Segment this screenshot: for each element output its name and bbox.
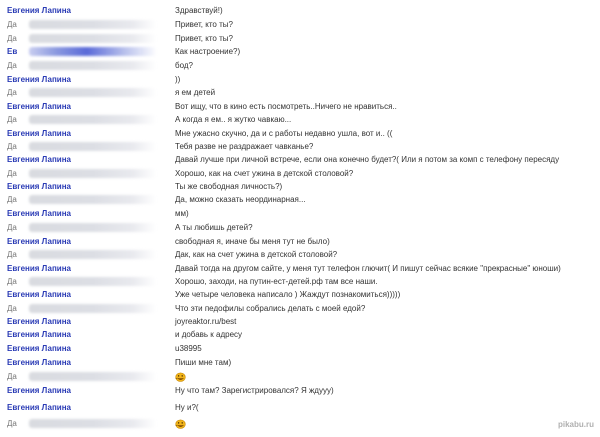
sender-name[interactable]: Да xyxy=(7,113,17,127)
redacted-name-blur xyxy=(29,277,157,286)
sender-name[interactable]: Да xyxy=(7,59,17,73)
sender-name[interactable]: Евгения Лапина xyxy=(7,155,71,164)
chat-message xyxy=(0,32,600,46)
redacted-name-blur xyxy=(29,304,157,313)
redacted-name-blur xyxy=(29,20,157,29)
redacted-name-blur xyxy=(29,372,157,381)
sender-name[interactable]: Да xyxy=(7,18,17,32)
chat-message xyxy=(0,356,600,370)
chat-message xyxy=(0,370,600,384)
redacted-name-blur xyxy=(29,169,157,178)
message-text xyxy=(175,370,186,384)
message-text: Мне ужасно скучно, да и с работы недавно ушла, вот и.. (( xyxy=(175,129,393,138)
message-text: Привет, кто ты? xyxy=(175,34,233,43)
message-text: и добавь к адресу xyxy=(175,330,243,339)
chat-message xyxy=(0,328,600,342)
chat-message xyxy=(0,207,600,221)
redacted-name-blur xyxy=(29,47,157,56)
sender-name[interactable]: Да xyxy=(7,140,17,154)
chat-message xyxy=(0,153,600,167)
redacted-name-blur xyxy=(29,142,157,151)
sender-name[interactable]: Евгения Лапина xyxy=(7,386,71,395)
chat-message xyxy=(0,221,600,235)
message-text: Хорошо, как на счет ужина в детской столовой? xyxy=(175,169,354,178)
chat-message xyxy=(0,288,600,302)
message-text: Уже четыре человека написало ) Жаждут познакомиться))))) xyxy=(175,290,401,299)
message-text: Ну и?( xyxy=(175,403,199,412)
chat-message xyxy=(0,140,600,154)
sender-name[interactable]: Да xyxy=(7,275,17,289)
chat-message xyxy=(0,113,600,127)
message-text: Давай лучше при личной встрече, если она конечно будет?( Или я потом за комп с телефону пересяду xyxy=(175,155,560,164)
sender-name[interactable]: Евгения Лапина xyxy=(7,182,71,191)
chat-message xyxy=(0,193,600,207)
sender-name[interactable]: Евгения Лапина xyxy=(7,209,71,218)
redacted-name-blur xyxy=(29,419,157,428)
message-text: А ты любишь детей? xyxy=(175,223,253,232)
chat-message xyxy=(0,18,600,32)
sender-name[interactable]: Евгения Лапина xyxy=(7,129,71,138)
chat-message xyxy=(0,45,600,59)
sender-name[interactable]: Евгения Лапина xyxy=(7,6,71,15)
chat-message xyxy=(0,248,600,262)
chat-message xyxy=(0,167,600,181)
message-text: я ем детей xyxy=(175,88,216,97)
sender-name[interactable]: Евгения Лапина xyxy=(7,102,71,111)
chat-message xyxy=(0,342,600,356)
sender-name[interactable]: Да xyxy=(7,86,17,100)
sender-name[interactable]: Евгения Лапина xyxy=(7,330,71,339)
message-text: бод? xyxy=(175,61,193,70)
message-text: Давай тогда на другом сайте, у меня тут телефон глючит( И пишут сейчас всякие "прекрасные" юноши) xyxy=(175,264,561,273)
sender-name[interactable]: Евгения Лапина xyxy=(7,317,71,326)
message-text: мм) xyxy=(175,209,189,218)
chat-message xyxy=(0,315,600,329)
sender-name[interactable]: Евгения Лапина xyxy=(7,75,71,84)
message-text: Что эти педофилы собрались делать с моей едой? xyxy=(175,304,366,313)
message-text: Да, можно сказать неординарная... xyxy=(175,195,306,204)
redacted-name-blur xyxy=(29,223,157,232)
message-text: Здравствуй!) xyxy=(175,6,223,15)
redacted-name-blur xyxy=(29,250,157,259)
chat-message xyxy=(0,384,600,398)
sender-name[interactable]: Да xyxy=(7,193,17,207)
redacted-name-blur xyxy=(29,88,157,97)
chat-message xyxy=(0,235,600,249)
sender-name[interactable]: Да xyxy=(7,302,17,316)
sender-name[interactable]: Да xyxy=(7,167,17,181)
watermark: pikabu.ru xyxy=(557,420,594,429)
redacted-name-blur xyxy=(29,115,157,124)
sender-name[interactable]: Евгения Лапина xyxy=(7,403,71,412)
chat-message xyxy=(0,100,600,114)
message-text: Тебя разве не раздражает чавканье? xyxy=(175,142,314,151)
message-text: joyreaktor.ru/best xyxy=(175,317,237,326)
sender-name[interactable]: Да xyxy=(7,248,17,262)
sender-name[interactable]: Евгения Лапина xyxy=(7,344,71,353)
message-text: Вот ищу, что в кино есть посмотреть..Ничего не нравиться.. xyxy=(175,102,397,111)
chat-message xyxy=(0,275,600,289)
sender-name[interactable]: Евгения Лапина xyxy=(7,358,71,367)
redacted-name-blur xyxy=(29,34,157,43)
message-text: Привет, кто ты? xyxy=(175,20,233,29)
chat-message xyxy=(0,59,600,73)
chat-message xyxy=(0,302,600,316)
chat-message xyxy=(0,262,600,276)
message-text: Пиши мне там) xyxy=(175,358,232,367)
smiley-icon xyxy=(175,372,186,382)
message-text: А когда я ем.. я жутко чавкаю... xyxy=(175,115,292,124)
message-text: Дак, как на счет ужина в детской столовой? xyxy=(175,250,338,259)
redacted-name-blur xyxy=(29,61,157,70)
message-text: )) xyxy=(175,75,181,84)
sender-name[interactable]: Евгения Лапина xyxy=(7,264,71,273)
chat-message xyxy=(0,401,600,415)
chat-message xyxy=(0,86,600,100)
message-text: Ну что там? Зарегистрировался? Я ждууу) xyxy=(175,386,334,395)
sender-name[interactable]: Да xyxy=(7,417,17,431)
sender-name[interactable]: Ев xyxy=(7,45,17,59)
redacted-name-blur xyxy=(29,195,157,204)
message-text: свободная я, иначе бы меня тут не было) xyxy=(175,237,330,246)
smiley-icon xyxy=(175,419,186,429)
sender-name[interactable]: Евгения Лапина xyxy=(7,290,71,299)
chat-message xyxy=(0,417,600,431)
message-text: Как настроение?) xyxy=(175,47,241,56)
chat-message xyxy=(0,73,600,87)
message-text: Хорошо, заходи, на путин-ест-детей.рф там все наши. xyxy=(175,277,378,286)
sender-name[interactable]: Евгения Лапина xyxy=(7,237,71,246)
message-text xyxy=(175,417,186,431)
chat-message xyxy=(0,180,600,194)
message-text: Ты же свободная личность?) xyxy=(175,182,283,191)
sender-name[interactable]: Да xyxy=(7,221,17,235)
sender-name[interactable]: Да xyxy=(7,370,17,384)
sender-name[interactable]: Да xyxy=(7,32,17,46)
chat-message xyxy=(0,127,600,141)
chat-message xyxy=(0,4,600,18)
message-text: u38995 xyxy=(175,344,202,353)
